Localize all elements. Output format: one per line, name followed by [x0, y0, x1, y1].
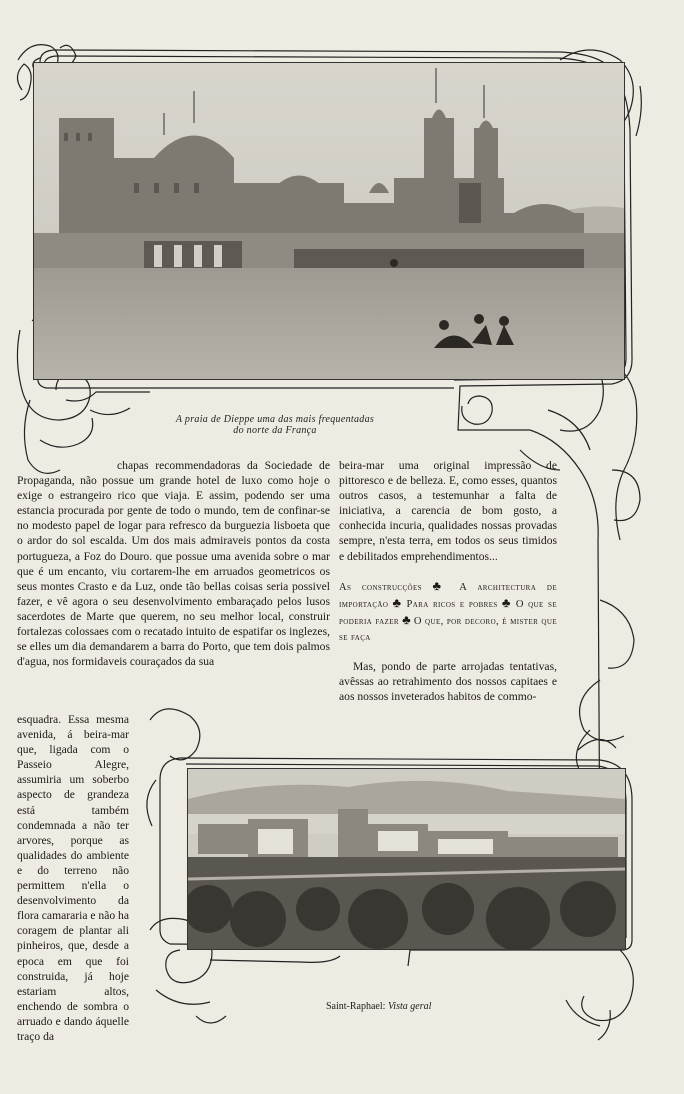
summary-part-4: O que se poderia fazer — [339, 598, 557, 627]
summary-part-2: A architectura de importação — [339, 581, 557, 610]
top-photo-caption — [120, 414, 430, 436]
right-column-text-1: beira-mar uma original impressão de pittoresco e de belleza. E, como esses, quantos outros casos, a testemunhar a falta de iniciativa, a carencia de bom gosto, a conhecida incuria, qualidades nossas provadas sempre, n'esta terra, em todos os seus timidos e debilitados emprehendimentos... — [339, 459, 557, 563]
left-column-top — [17, 458, 330, 669]
caption-line-2: do norte da França — [233, 425, 317, 436]
section-summary — [339, 578, 557, 645]
left-column-text: chapas recommendadoras da Sociedade de Propaganda, não possue um grande hotel de luxo como hoje o exige o estrangeiro rico que viaja. E assim, podendo ser uma estancia procurada por gente de todo o mundo, tem de confinar-se no modesto papel de logar para refresco da burguezia lisboeta que o ardor do sol escalda. Um dos mais admiraveis pontos da costa portugueza, a Foz do Douro. que possue uma avenida sobre o mar que é um encanto, viu cortarem-lhe em arruados geometricos os seus montes Crasto e da Luz, onde tão bellas coisas seria possivel fazer, e vê agora o seu desenvolvimento embaraçado pelos lusos sacerdotes de Marte que querem, no seu melhor local, construir fortalezas colossaes com o recatado intuito de espatifar os inglezes, se elles um dia demandarem a barra do Porto, que tem dois palmos d'agua, nos formidaveis couraçados da sua — [17, 459, 330, 669]
right-column — [339, 458, 557, 704]
club-ornament-4: ♣ — [402, 611, 411, 627]
dieppe-beach-photo — [33, 62, 625, 380]
bottom-photo-caption — [326, 1001, 486, 1012]
caption-desc: Vista geral — [387, 1001, 432, 1012]
left-column-narrow — [17, 712, 129, 1044]
caption-line-1: A praia de Dieppe uma das mais frequentadas — [175, 414, 375, 425]
summary-part-3: Para ricos e pobres — [406, 598, 498, 610]
club-ornament-1: ♣ — [432, 577, 449, 593]
club-ornament-3: ♣ — [501, 594, 512, 610]
left-narrow-text: esquadra. Essa mesma avenida, á beira-mar que, ligada com o Passeio Alegre, assumiria um soberbo aspecto de grandeza está também condemnada a não ter arvores, porque as qualidades do ambiente e do terreno não permittem n'ella o desenvolvimento da flora camararia e não ha coragem de plantar ali pinheiros, que, desde a epoca em que foi construida, já hoje estariam altos, enchendo de sombra o arruado e dando áquelle traço da — [17, 713, 129, 1043]
summary-part-1: As construcções — [339, 581, 422, 593]
right-column-text-3: Mas, pondo de parte arrojadas tentativas, avêssas ao retrahimento dos nossos capitaes e aos nossos inveterados habitos de commo- — [339, 659, 557, 703]
summary-part-5: O que, por decoro, é mister que se faça — [339, 615, 557, 643]
caption-place: Saint-Raphael: — [326, 1001, 386, 1012]
saint-raphael-photo — [187, 768, 626, 950]
club-ornament-2: ♣ — [392, 594, 403, 610]
